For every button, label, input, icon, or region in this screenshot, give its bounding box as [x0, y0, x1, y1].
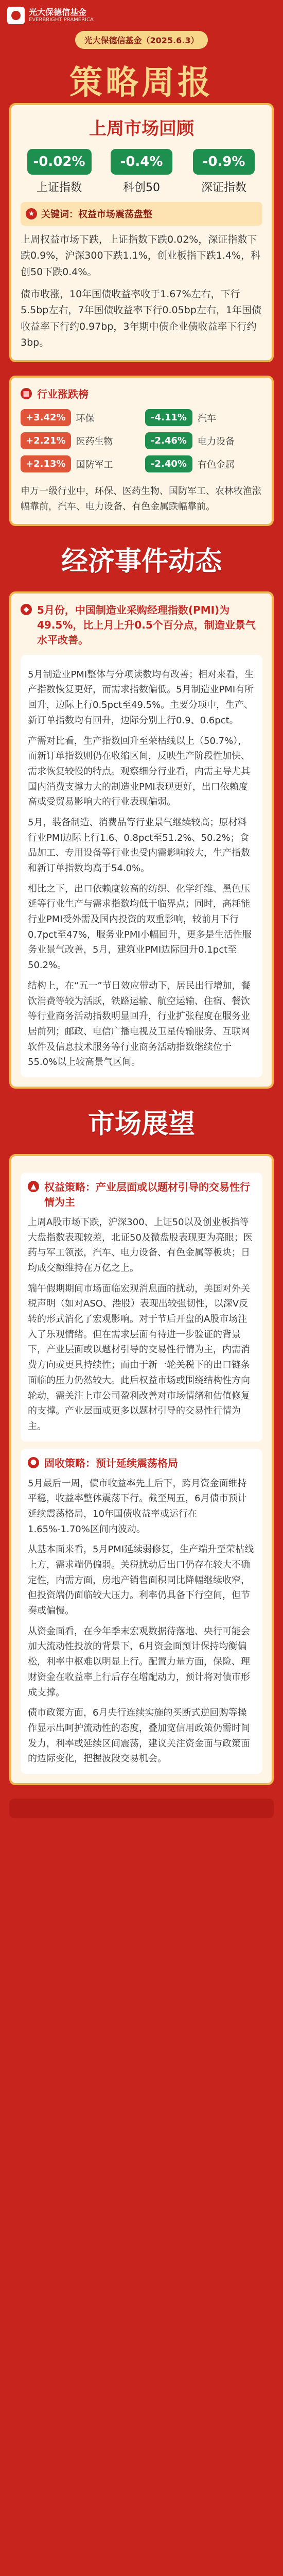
industry-card	[9, 376, 274, 526]
industry-up-row	[21, 409, 138, 426]
stat-value: -0.9%	[193, 149, 255, 175]
stat-value: -0.4%	[111, 149, 172, 175]
industry-up-row	[21, 455, 138, 472]
industry-up-name: 国防军工	[76, 459, 113, 470]
market-review-card	[9, 103, 274, 362]
top-bar	[0, 0, 283, 31]
industry-up-value: +3.42%	[21, 409, 71, 426]
econ-point: 相比之下，出口依赖度较高的纺织、化学纤维、黑色压延等行业生产与需求指数均低于临界点；同时，高耗能行业PMI受外需及国内投资的双重影响，较前月下行0.7pct至47%，服务业PMI小幅回升，更多是生活性服务业景气改善，5月，建筑业PMI边际回升0.1pct至50.2%。	[28, 883, 252, 971]
econ-headline-icon: ◆	[21, 604, 32, 615]
stat-label: 科创50	[123, 181, 160, 194]
market-review-title: 上周市场回顾	[89, 118, 194, 139]
econ-headline-row	[21, 603, 262, 648]
bond-title: 固收策略：预计延续震荡格局	[44, 1456, 178, 1469]
brand-sub: EVERBRIGHT PRAMERICA	[29, 17, 94, 23]
industry-down-name: 电力设备	[198, 436, 235, 447]
econ-point: 产需对比看，生产指数回升至荣枯线以上（50.7%），而新订单指数则仍在收缩区间，反映生产阶段性加快、需求恢复较慢的特点。观察细分行业看，内需主导尤其国内消费支撑力大的制造业PMI表现更好，出口依赖度高或受贸易影响大的行业表现偏弱。	[28, 735, 250, 808]
econ-headline: 5月份，中国制造业采购经理指数(PMI)为49.5%，比上月上升0.5个百分点，制造业景气水平改善。	[37, 603, 256, 646]
keyword-text: 关键词：权益市场震荡盘整	[41, 209, 152, 220]
keyword-note	[21, 202, 262, 226]
bond-p4: 债市政策方面，6月央行连续实施的买断式逆回购等操作显示出呵护流动性的态度，叠加宽信用政策仍需时间发力，利率或延续区间震荡，建议关注资金面与政策面的边际变化，把握波段交易机会。	[28, 1707, 250, 1765]
equity-title: 权益策略：产业层面或以题材引导的交易性行情为主	[44, 1180, 250, 1208]
industry-down-name: 汽车	[198, 413, 216, 424]
market-review-p1: 上周权益市场下跌，上证指数下跌0.02%，深证指数下跌0.9%，沪深300下跌1.1%，创业板指下跌1.4%，科创50下跌0.4%。	[21, 234, 261, 278]
industry-down-row	[145, 455, 262, 472]
industry-summary: 申万一级行业中，环保、医药生物、国防军工、农林牧渔涨幅靠前，汽车、电力设备、有色金属跌幅靠前。	[21, 486, 261, 513]
industry-lists	[21, 409, 262, 479]
keyword-icon: ★	[26, 208, 37, 219]
stat-sh	[21, 149, 98, 195]
industry-up-value: +2.21%	[21, 432, 71, 449]
bond-title-row	[28, 1456, 255, 1471]
industry-down-value: -4.11%	[145, 409, 192, 426]
industry-down-row	[145, 409, 262, 426]
bond-p2: 从基本面来看，5月PMI延续弱修复，生产端升至荣枯线上方，需求端仍偏弱。关税扰动后出口仍存在较大不确定性，内需方面，房地产销售面积同比降幅继续收窄，但投资端仍面临较大压力。利率仍具备下行空间，但节奏或偏慢。	[28, 1544, 254, 1617]
market-review-p2: 债市收涨，10年国债收益率收于1.67%左右，下行5.5bp左右，7年国债收益率下行0.05bp左右，1年国债收益率下行约0.97bp，3年期中债企业债收益率下行约3bp。	[21, 289, 261, 349]
industry-up-value: +2.13%	[21, 455, 71, 472]
footer-bar	[9, 1799, 274, 1818]
brand-logo	[7, 7, 94, 24]
industry-up-name: 医药生物	[76, 436, 113, 447]
econ-point: 结构上，在“五一”节日效应带动下，居民出行增加，餐饮消费等较为活跃，铁路运输、航空运输、住宿、餐饮等行业商务活动指数明显回升，行业扩张程度在服务业居前列；邮政、电信广播电视及卫星传输服务、互联网软件及信息技术服务等行业商务活动指数继续位于55.0%以上较高景气区间。	[28, 980, 251, 1068]
industry-title-row	[21, 387, 262, 402]
econ-card	[9, 591, 274, 1089]
industry-down-list	[145, 409, 262, 479]
econ-title: 经济事件动态	[61, 546, 222, 577]
stat-sz	[185, 149, 262, 195]
equity-title-row	[28, 1180, 255, 1210]
industry-title: 行业涨跌榜	[37, 388, 89, 401]
stat-label: 上证指数	[36, 181, 82, 194]
hero	[0, 31, 283, 103]
bond-box	[21, 1449, 262, 1774]
equity-p1: 上周A股市场下跌，沪深300、上证50以及创业板指等大盘指数表现较差，北证50及微盘股表现更为亮眼；医药与军工领涨，汽车、电力设备、有色金属等板块；日均成交额维持在万亿之上。	[28, 1216, 253, 1274]
industry-down-value: -2.46%	[145, 432, 192, 449]
industry-down-value: -2.40%	[145, 455, 192, 472]
outlook-title: 市场展望	[87, 1108, 195, 1140]
equity-p2: 端午假期期间市场面临宏观消息面的扰动，美国对外关税声明（如对ASO、港股）表现出较强韧性，以深V反转的形式消化了宏观影响。对于节后开盘的A股市场注入了乐观情绪。但在需求层面有待进一步验证的背景下，产业层面或以题材引导的交易性行情为主，内需消费方向或更具持续性；而由于新一轮关税下的出口链条面临的压力仍然较大。此后权益市场或围绕结构性方向轮动，需关注上市公司盈利改善对市场情绪和估值修复的支撑。产业层面或更多以题材引导的交易性行情为主。	[28, 1283, 250, 1432]
hero-title: 策略周报	[69, 63, 214, 102]
equity-icon: ▲	[28, 1181, 39, 1192]
stat-kc50	[103, 149, 180, 195]
industry-up-list	[21, 409, 138, 479]
equity-box	[21, 1173, 262, 1442]
econ-point: 5月，装备制造、消费品等行业景气继续较高；原材料行业PMI边际上行1.6、0.8pct至51.2%、50.2%；食品加工、专用设备等行业也受内需影响较大，生产指数和新订单指数均高于54.0%。	[28, 817, 250, 874]
index-stats	[21, 149, 262, 195]
bond-icon: ●	[28, 1457, 39, 1468]
industry-up-row	[21, 432, 138, 449]
industry-up-name: 环保	[76, 413, 95, 424]
econ-point: 5月制造业PMI整体与分项读数均有改善；相对来看，生产指数恢复更好，而需求指数偏低。5月制造业PMI有所回升，边际上行0.5pct至49.5%。主要分项中，生产、新订单指数均有回升，边际分别上行0.9、0.6pct。	[28, 669, 254, 726]
outlook-card	[9, 1154, 274, 1785]
brand-name: 光大保德信基金	[29, 8, 87, 17]
logo-mark-icon	[7, 7, 25, 24]
industry-down-row	[145, 432, 262, 449]
stat-label: 深证指数	[201, 181, 246, 194]
bond-p3: 从资金面看，在今年季末宏观数据待落地、央行可能会加大流动性投放的背景下，6月资金面预计保持均衡偏松，利率中枢难以明显上行。配置力量方面，保险、理财资金在收益率上行后存在增配动力，预计将对债市形成支撑。	[28, 1625, 250, 1698]
industry-icon: ▦	[21, 388, 32, 399]
industry-down-name: 有色金属	[198, 459, 235, 470]
stat-value: -0.02%	[27, 149, 92, 175]
hero-pill: 光大保德信基金（2025.6.3）	[75, 31, 208, 49]
econ-points	[21, 655, 262, 1077]
bond-p1: 5月最后一周，债市收益率先上后下，跨月资金面维持平稳，收益率整体震荡下行。截至周五，6月债市预计延续震荡格局，10年国债收益率或运行在1.65%-1.70%区间内波动。	[28, 1478, 247, 1535]
